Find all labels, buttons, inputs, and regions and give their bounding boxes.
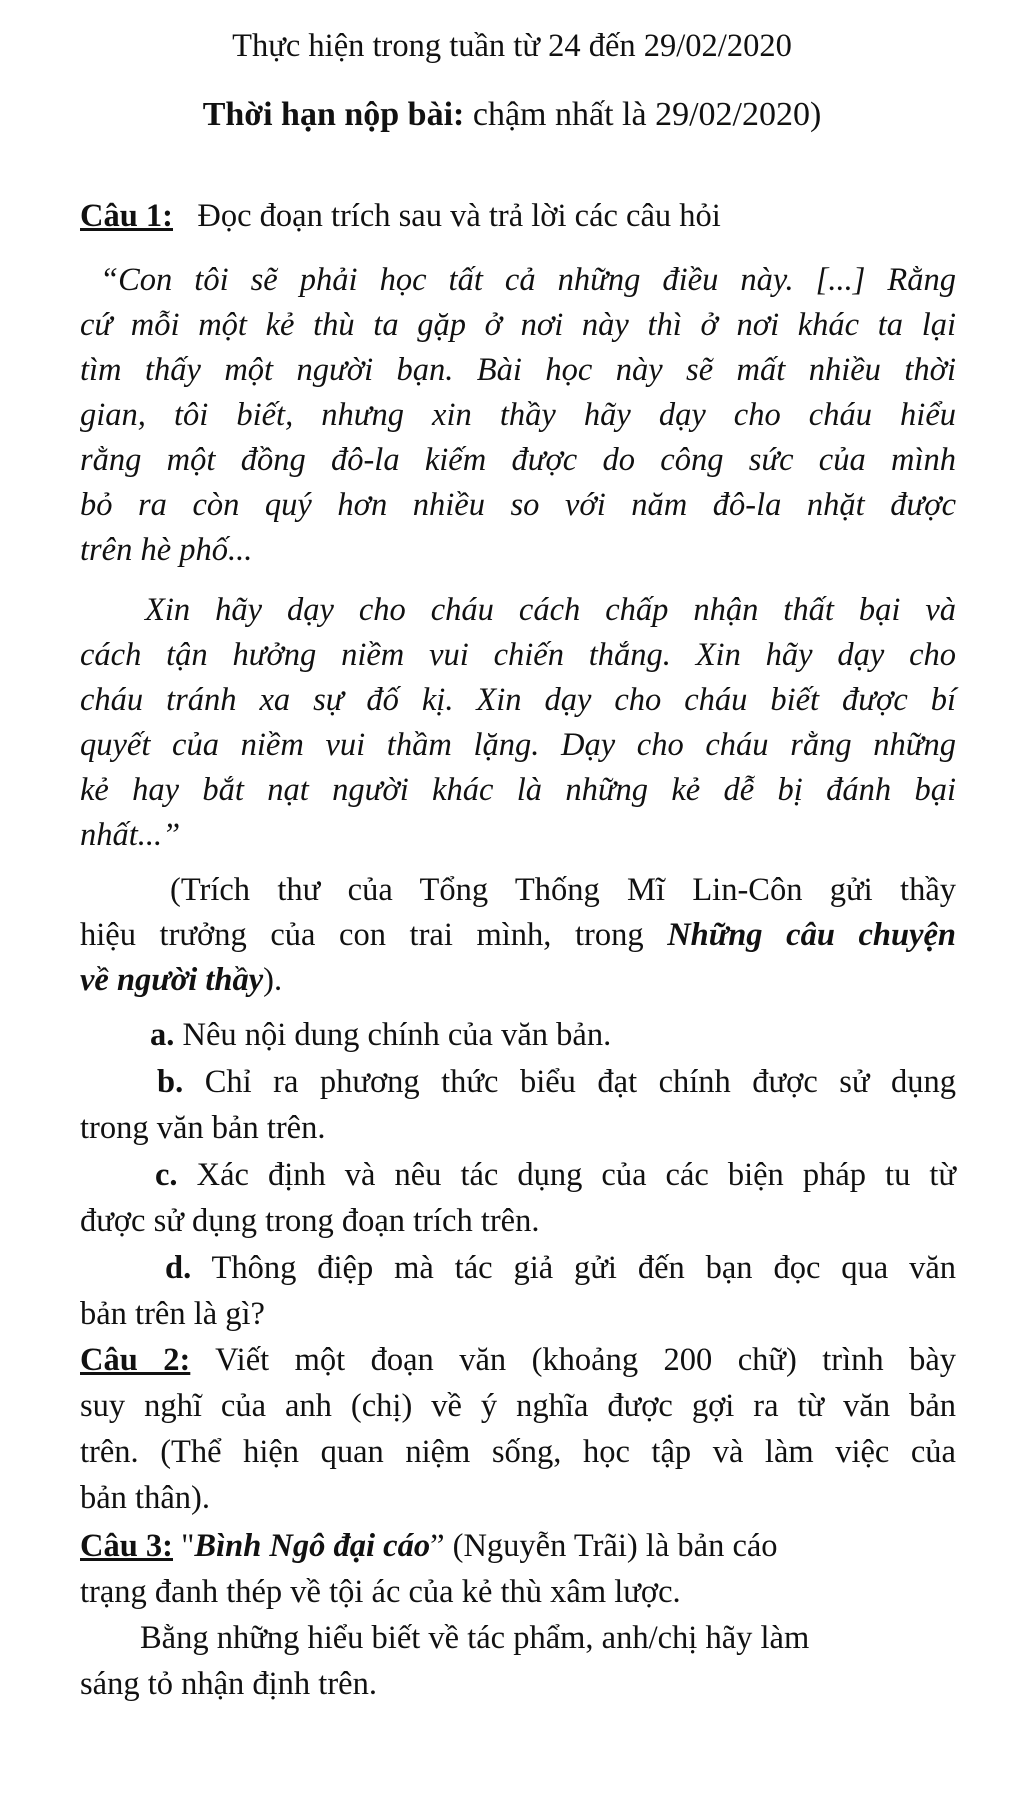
schedule-text: Thực hiện trong tuần từ 24 đến 29/02/2020 <box>232 28 792 64</box>
passage-line: tìm thấy một người bạn. Bài học này sẽ mất nhiều thời <box>80 352 956 388</box>
passage-line: gian, tôi biết, nhưng xin thầy hãy dạy cho cháu hiểu <box>80 397 956 433</box>
deadline-label: Thời hạn nộp bài: <box>202 96 465 133</box>
passage-line: trên hè phố... <box>80 532 253 568</box>
passage-line: rằng một đồng đô-la kiếm được do công sức của mình <box>80 442 956 478</box>
passage-line: nhất...” <box>80 817 181 853</box>
passage-line: quyết của niềm vui thầm lặng. Dạy cho cháu rằng những <box>80 727 956 763</box>
source-line <box>80 960 956 1000</box>
passage-line: “Con tôi sẽ phải học tất cả những điều này. [...] Rằng <box>100 262 956 298</box>
sub-question-a <box>150 1015 956 1055</box>
sub-question-d-text: Thông điệp mà tác giả gửi đến bạn đọc qua văn <box>191 1250 956 1286</box>
source-text: hiệu trưởng của con trai mình, trong <box>80 917 668 953</box>
sub-question-c-text: Xác định và nêu tác dụng của các biện pháp tu từ <box>177 1157 956 1193</box>
question-3-work-title: Bình Ngô đại cáo <box>194 1528 431 1564</box>
question-2-text: Viết một đoạn văn (khoảng 200 chữ) trình bày <box>190 1342 956 1378</box>
sub-question-a-label: a. <box>150 1017 175 1053</box>
passage-line: kẻ hay bắt nạt người khác là những kẻ dễ bị đánh bại <box>80 772 956 808</box>
sub-question-c-cont: được sử dụng trong đoạn trích trên. <box>80 1203 540 1239</box>
source-book-title-cont: về người thầy <box>80 962 264 998</box>
question-3-line: Bằng những hiểu biết về tác phẩm, anh/chị hãy làm <box>140 1620 810 1656</box>
sub-question-b <box>157 1062 956 1102</box>
source-book-title: Những câu chuyện <box>667 917 956 953</box>
source-line: (Trích thư của Tổng Thống Mĩ Lin-Côn gửi thầy <box>170 872 956 908</box>
source-line <box>80 915 956 955</box>
question-3-line <box>80 1526 956 1566</box>
passage-line: cách tận hưởng niềm vui chiến thắng. Xin hãy dạy cho <box>80 637 956 673</box>
question-3-label: Câu 3: <box>80 1528 173 1564</box>
passage-line: cứ mỗi một kẻ thù ta gặp ở nơi này thì ở nơi khác ta lại <box>80 307 956 343</box>
passage-line: Xin hãy dạy cho cháu cách chấp nhận thất bại và <box>145 592 956 628</box>
question-3-open-quote: " <box>173 1528 195 1564</box>
sub-question-d-cont: bản trên là gì? <box>80 1296 265 1332</box>
sub-question-b-cont: trong văn bản trên. <box>80 1110 326 1146</box>
passage-line: bỏ ra còn quý hơn nhiều so với năm đô-la nhặt được <box>80 487 956 523</box>
question-2-line: trên. (Thể hiện quan niệm sống, học tập và làm việc của <box>80 1434 956 1470</box>
question-1-prompt: Đọc đoạn trích sau và trả lời các câu hỏi <box>197 198 721 234</box>
sub-question-d <box>165 1248 956 1288</box>
question-2-label: Câu 2: <box>80 1342 191 1378</box>
question-2-line <box>80 1340 956 1380</box>
sub-question-c <box>155 1155 956 1195</box>
sub-question-b-text: Chỉ ra phương thức biểu đạt chính được sử dụng <box>183 1064 956 1100</box>
source-end: ). <box>263 962 283 998</box>
sub-question-c-label: c. <box>155 1157 178 1193</box>
deadline-value: chậm nhất là 29/02/2020) <box>464 96 822 133</box>
question-1-heading <box>80 196 956 236</box>
question-3-text: ” (Nguyễn Trãi) là bản cáo <box>430 1528 778 1564</box>
question-3-line: trạng đanh thép về tội ác của kẻ thù xâm lược. <box>80 1574 681 1610</box>
question-1-label: Câu 1: <box>80 198 173 234</box>
sub-question-a-text: Nêu nội dung chính của văn bản. <box>174 1017 612 1053</box>
schedule-line <box>0 26 1024 66</box>
question-2-line: suy nghĩ của anh (chị) về ý nghĩa được gợi ra từ văn bản <box>80 1388 956 1424</box>
sub-question-b-label: b. <box>157 1064 184 1100</box>
question-3-line: sáng tỏ nhận định trên. <box>80 1666 377 1702</box>
deadline-line <box>0 95 1024 135</box>
passage-line: cháu tránh xa sự đố kị. Xin dạy cho cháu biết được bí <box>80 682 956 718</box>
sub-question-d-label: d. <box>165 1250 192 1286</box>
question-2-line: bản thân). <box>80 1480 210 1516</box>
